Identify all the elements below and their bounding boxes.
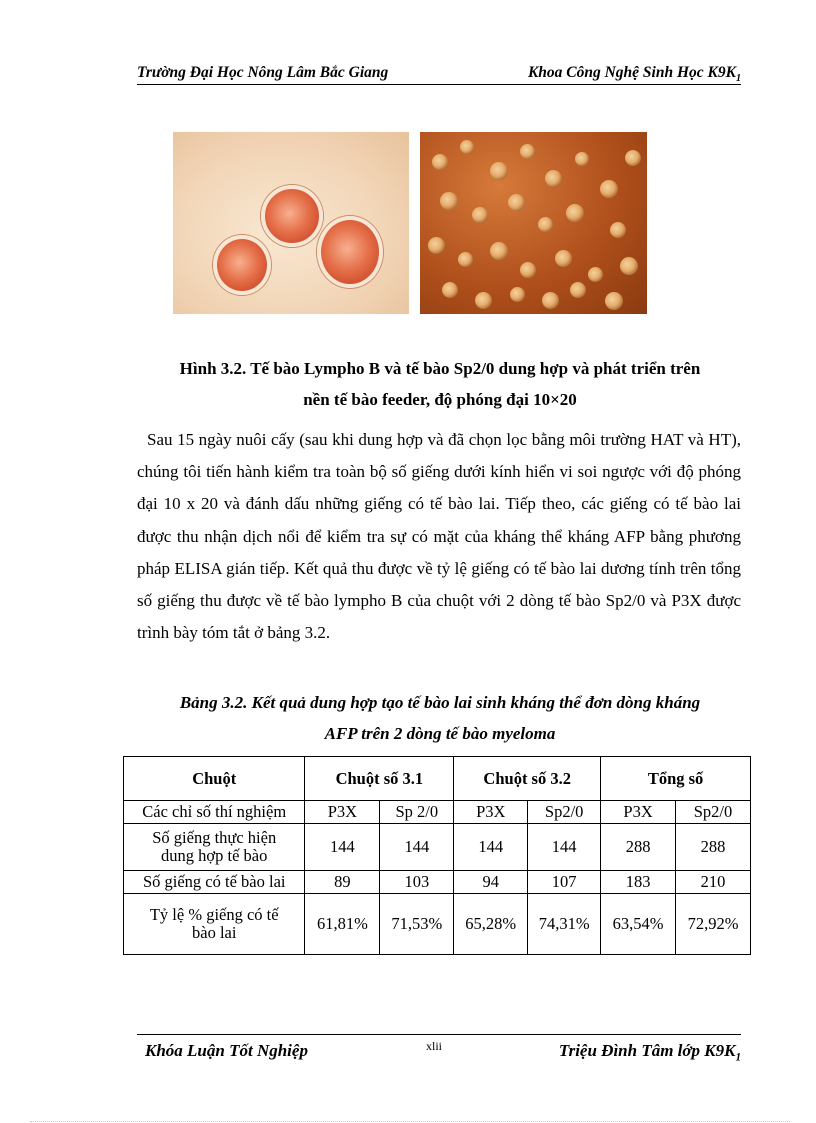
table-cell: 65,28% xyxy=(454,894,528,955)
table-cell: 71,53% xyxy=(380,894,454,955)
footer-author-sub: 1 xyxy=(735,1051,741,1064)
header-faculty xyxy=(528,64,741,84)
table-cell: 144 xyxy=(380,824,454,871)
cell xyxy=(213,235,271,295)
footer-author xyxy=(559,1041,741,1063)
cell xyxy=(460,140,474,154)
subheader-cell: Sp 2/0 xyxy=(380,801,454,824)
table-header-row xyxy=(124,757,751,801)
cell xyxy=(490,242,508,260)
fusion-results-table xyxy=(123,756,751,955)
row-label: Số giếng có tế bào lai xyxy=(124,871,305,894)
table-cell: 144 xyxy=(528,824,601,871)
subheader-cell: P3X xyxy=(305,801,380,824)
page-footer xyxy=(137,1034,741,1064)
cell xyxy=(610,222,626,238)
table-cell: 210 xyxy=(676,871,751,894)
subheader-cell: Sp2/0 xyxy=(528,801,601,824)
lympho-b-cells-photo xyxy=(173,132,409,314)
table-caption-line2: AFP trên 2 dòng tế bào myeloma xyxy=(324,724,556,743)
page-edge-divider xyxy=(30,1121,790,1122)
figure-caption-line1: Hình 3.2. Tế bào Lympho B và tế bào Sp2/0 dung hợp và phát triển trên xyxy=(179,359,701,378)
table-row xyxy=(124,871,751,894)
page-number: xlii xyxy=(426,1039,443,1053)
table-cell: 103 xyxy=(380,871,454,894)
cell xyxy=(508,194,525,211)
cell xyxy=(490,162,508,180)
table-subheader-row xyxy=(124,801,751,824)
cell xyxy=(545,170,562,187)
cell xyxy=(575,152,589,166)
table-cell: 74,31% xyxy=(528,894,601,955)
sp20-cells-photo xyxy=(420,132,647,314)
table-caption-line1: Bảng 3.2. Kết quả dung hợp tạo tế bào lai sinh kháng thể đơn dòng kháng xyxy=(179,693,701,712)
figure-caption-line2: nền tế bào feeder, độ phóng đại 10×20 xyxy=(303,390,577,409)
header-faculty-sub: 1 xyxy=(735,73,741,85)
cell xyxy=(472,207,488,223)
cell xyxy=(432,154,448,170)
cell xyxy=(475,292,492,309)
cell xyxy=(588,267,603,282)
cell xyxy=(520,262,536,278)
cell xyxy=(566,204,584,222)
table-caption xyxy=(120,687,760,749)
row-label-line: dung hợp tế bào xyxy=(161,846,268,865)
cell xyxy=(261,185,323,247)
table-row xyxy=(124,824,751,871)
table-cell: 288 xyxy=(676,824,751,871)
cell xyxy=(458,252,473,267)
subheader-cell: P3X xyxy=(601,801,676,824)
row-label xyxy=(124,824,305,871)
subheader-cell: P3X xyxy=(454,801,528,824)
cell xyxy=(600,180,618,198)
figure-caption xyxy=(120,353,760,415)
footer-thesis: Khóa Luận Tốt Nghiệp xyxy=(145,1041,308,1060)
cell xyxy=(510,287,525,302)
table-cell: 61,81% xyxy=(305,894,380,955)
table-cell: 63,54% xyxy=(601,894,676,955)
header-cell: Chuột xyxy=(124,757,305,801)
table-cell: 72,92% xyxy=(676,894,751,955)
footer-author-text: Triệu Đình Tâm lớp K9K xyxy=(558,1041,736,1060)
cell xyxy=(428,237,445,254)
table-cell: 144 xyxy=(454,824,528,871)
cell xyxy=(317,216,383,288)
row-label-line: Số giếng thực hiện xyxy=(152,828,277,847)
subheader-cell: Các chỉ số thí nghiệm xyxy=(124,801,305,824)
table-cell: 183 xyxy=(601,871,676,894)
page-header xyxy=(137,62,741,85)
cell xyxy=(542,292,559,309)
header-cell: Chuột số 3.2 xyxy=(454,757,601,801)
cell xyxy=(440,192,458,210)
cell xyxy=(442,282,458,298)
cell xyxy=(520,144,535,159)
cell xyxy=(620,257,638,275)
header-school: Trường Đại Học Nông Lâm Bắc Giang xyxy=(137,64,389,81)
table-cell: 94 xyxy=(454,871,528,894)
table-cell: 144 xyxy=(305,824,380,871)
cell xyxy=(605,292,623,310)
cell xyxy=(538,217,553,232)
cell xyxy=(625,150,641,166)
subheader-cell: Sp2/0 xyxy=(676,801,751,824)
table-row xyxy=(124,894,751,955)
header-faculty-text: Khoa Công Nghệ Sinh Học K9K xyxy=(527,64,736,81)
table-cell: 288 xyxy=(601,824,676,871)
row-label-line: Tỷ lệ % giếng có tế xyxy=(149,905,279,924)
table-cell: 107 xyxy=(528,871,601,894)
row-label-line: bào lai xyxy=(192,923,237,942)
cell xyxy=(570,282,586,298)
header-cell: Chuột số 3.1 xyxy=(305,757,454,801)
header-cell: Tổng số xyxy=(601,757,751,801)
table-cell: 89 xyxy=(305,871,380,894)
cell xyxy=(555,250,572,267)
body-paragraph: Sau 15 ngày nuôi cấy (sau khi dung hợp và đã chọn lọc bằng môi trường HAT và HT), chúng tôi tiến hành kiểm tra toàn bộ số giếng dưới kính hiển vi soi ngược với độ phóng đại 10 x 20 và đánh dấu những giếng có tế bào lai. Tiếp theo, các giếng có tế bào lai được thu nhận dịch nổi để kiểm tra sự có mặt của kháng thể kháng AFP bằng phương pháp ELISA gián tiếp. Kết quả thu được về tỷ lệ giếng có tế bào lai dương tính trên tổng số giếng thu được về tế bào lympho B của chuột với 2 dòng tế bào Sp2/0 và P3X được trình bày tóm tắt ở bảng 3.2. xyxy=(137,430,741,643)
row-label xyxy=(124,894,305,955)
